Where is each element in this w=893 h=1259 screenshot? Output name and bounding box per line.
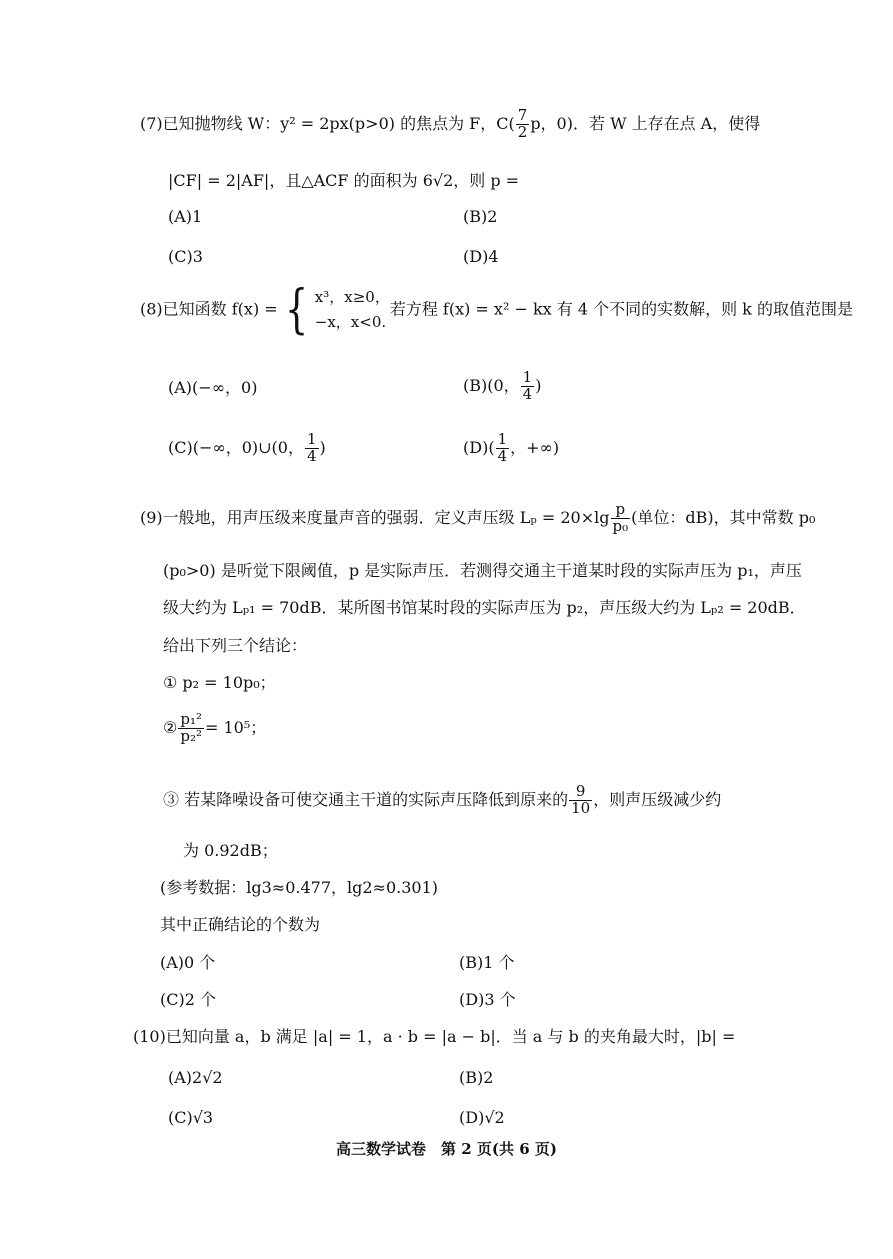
fraction-numerator: p: [611, 502, 631, 519]
question-9-ask: 其中正确结论的个数为: [160, 915, 321, 934]
question-text: (单位：dB)，其中常数 p₀: [631, 507, 816, 527]
option-b: [463, 370, 541, 403]
option-c: [168, 432, 326, 465]
question-number: (9): [140, 507, 163, 527]
question-9-line-3: 级大约为 Lₚ₁ = 70dB．某所图书馆某时段的实际声压为 p₂，声压级大约为 Lₚ₂ = 20dB．: [163, 598, 806, 617]
option-c: (C)2 个: [160, 990, 216, 1009]
question-text: 已知向量 a，b 满足 |a| = 1，a · b = |a − b|．当 a 与 b 的夹角最大时，|b| =: [165, 1027, 736, 1046]
option-a: (A)(−∞，0): [168, 378, 258, 397]
case-1: x³，x≥0，: [314, 287, 390, 306]
option-text: ): [535, 375, 542, 395]
fraction-numerator: 1: [522, 368, 533, 386]
option-text: (B)(0，: [463, 375, 520, 395]
piecewise-cases: [315, 285, 390, 336]
option-text: (C)(−∞，0)∪(0，: [168, 437, 304, 457]
question-text: 已知抛物线 W：y² = 2px(p>0) 的焦点为 F，C(: [162, 113, 515, 133]
question-text: 一般地，用声压级来度量声音的强弱．定义声压级 Lₚ = 20×lg: [162, 507, 610, 527]
fraction-denominator: 4: [522, 384, 533, 403]
reference-data: (参考数据：lg3≈0.477，lg2≈0.301): [160, 878, 438, 897]
question-9-line-2: (p₀>0) 是听觉下限阈值，p 是实际声压．若测得交通主干道某时段的实际声压为 p₁，声压: [163, 561, 802, 580]
conclusion-2: [163, 712, 266, 745]
fraction-denominator: 4: [306, 446, 317, 465]
option-text: ，+∞): [510, 437, 560, 457]
fraction-numerator: p₁²: [180, 710, 202, 728]
fraction-numerator: 9: [569, 784, 592, 801]
option-a: (A)0 个: [160, 953, 216, 972]
option-d: [463, 432, 559, 465]
fraction-numerator: 1: [497, 430, 508, 448]
question-9-stem: [140, 502, 815, 535]
fraction: [611, 502, 631, 535]
option-text: ): [319, 437, 326, 457]
option-b: (B)2: [459, 1068, 494, 1087]
option-a: (A)1: [168, 207, 203, 226]
case-2: −x，x<0.: [314, 313, 387, 331]
conclusion-1: ① p₂ = 10p₀；: [163, 673, 276, 692]
question-text: 若方程 f(x) = x² − kx 有 4 个不同的实数解，则 k 的取值范围是: [389, 299, 853, 319]
question-7-line-2: |CF| = 2|AF|，且△ACF 的面积为 6√2，则 p =: [168, 171, 520, 190]
conclusion-text: ③ 若某降噪设备可使交通主干道的实际声压降低到原来的: [163, 789, 569, 809]
fraction: [516, 108, 530, 141]
brace-glyph: {: [284, 280, 308, 340]
question-10-stem: [133, 1027, 735, 1046]
question-number: (8): [140, 299, 163, 319]
conclusion-text: ，则声压级减少约: [593, 789, 722, 809]
fraction-denominator: 4: [497, 446, 508, 465]
option-d: (D)4: [463, 247, 499, 266]
option-d: (D)3 个: [459, 990, 516, 1009]
conclusion-text: = 10⁵；: [204, 717, 267, 737]
question-text: 已知函数 f(x) =: [162, 299, 278, 319]
question-number: (7): [140, 113, 163, 133]
option-c: (C)√3: [168, 1108, 214, 1127]
conclusion-3: [163, 784, 721, 817]
fraction: [496, 432, 510, 465]
question-7-stem: [140, 108, 760, 141]
question-text: p，0)．若 W 上存在点 A，使得: [530, 113, 761, 133]
conclusion-3-line-2: 为 0.92dB；: [183, 841, 278, 860]
fraction: [305, 432, 319, 465]
option-a: (A)2√2: [168, 1068, 223, 1087]
fraction-denominator: p₂²: [180, 726, 202, 745]
fraction: [569, 784, 592, 817]
question-8-stem: [140, 280, 853, 340]
fraction: [178, 712, 204, 745]
page-footer: 高三数学试卷 第 2 页(共 6 页): [336, 1140, 557, 1158]
option-text: (D)(: [463, 437, 495, 457]
fraction-denominator: 10: [571, 798, 591, 817]
conclusion-marker: ②: [163, 717, 178, 737]
option-c: (C)3: [168, 247, 203, 266]
fraction-denominator: 2: [517, 122, 528, 141]
question-9-line-4: 给出下列三个结论：: [163, 636, 308, 655]
option-d: (D)√2: [459, 1108, 505, 1127]
fraction-numerator: 1: [306, 430, 317, 448]
fraction: [521, 370, 535, 403]
fraction-numerator: 7: [517, 106, 528, 124]
fraction-denominator: p₀: [612, 516, 629, 535]
option-b: (B)1 个: [459, 953, 515, 972]
question-number: (10): [133, 1027, 166, 1046]
option-b: (B)2: [463, 207, 498, 226]
